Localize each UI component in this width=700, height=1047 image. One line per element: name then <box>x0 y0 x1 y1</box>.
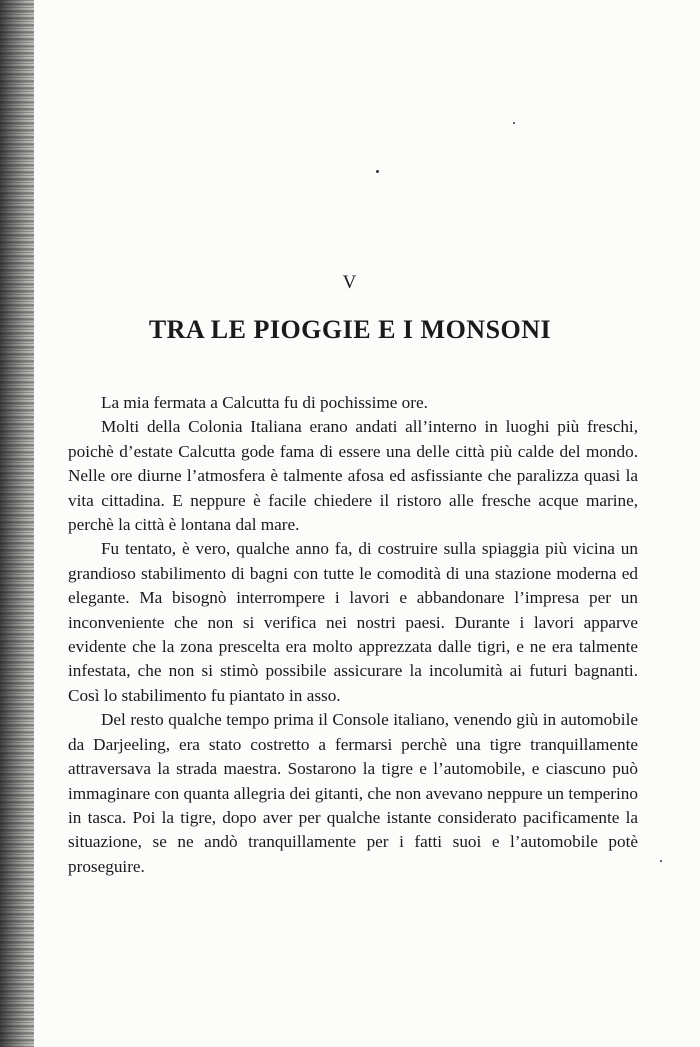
page-speck <box>660 860 662 862</box>
paragraph: Del resto qualche tempo prima il Console italiano, venendo giù in automobile da Darjeeling, era stato costretto a fermarsi perchè una tigre tranquillamente attraversava la strada maestra. Sostarono la tigre e l’automobile, e ciascuno può immaginare con quanta allegria dei gitanti, che non avevano neppure un temperino in tasca. Poi la tigre, dopo aver per qualche istante considerato pacificamente la situazione, se ne andò tranquillamente per i fatti suoi e l’automobile potè proseguire. <box>68 710 638 876</box>
book-binding-edge <box>0 0 34 1047</box>
chapter-number: V <box>342 272 358 293</box>
page-speck <box>376 170 379 173</box>
paragraph: Fu tentato, è vero, qualche anno fa, di costruire sulla spiaggia più vicina un grandioso stabilimento di bagni con tutte le comodità di una stazione moderna ed elegante. Ma bisognò interrompere i lavori e abbandonare l’impresa per un inconveniente che non si verifica nei nostri paesi. Durante i lavori apparve evidente che la zona prescelta era molto apprezzata dalle tigri, e ne era talmente infestata, che non si stimò possibile assicurare la incolumità ai futuri bagnanti. Così lo stabilimento fu piantato in asso. <box>68 539 638 705</box>
paragraph: La mia fermata a Calcutta fu di pochissime ore. <box>101 393 428 412</box>
chapter-title: TRA LE PIOGGIE E I MONSONI <box>148 315 552 344</box>
page-speck <box>513 122 515 124</box>
paragraph: Molti della Colonia Italiana erano andati all’interno in luoghi più freschi, poichè d’estate Calcutta gode fama di essere una delle città più calde del mondo. Nelle ore diurne l’atmosfera è talmente afosa ed asfissiante che paralizza quasi la vita cittadina. E neppure è facile chiedere il ristoro alle fresche acque marine, perchè la città è lontana dal mare. <box>68 417 638 535</box>
chapter-body <box>68 391 638 879</box>
